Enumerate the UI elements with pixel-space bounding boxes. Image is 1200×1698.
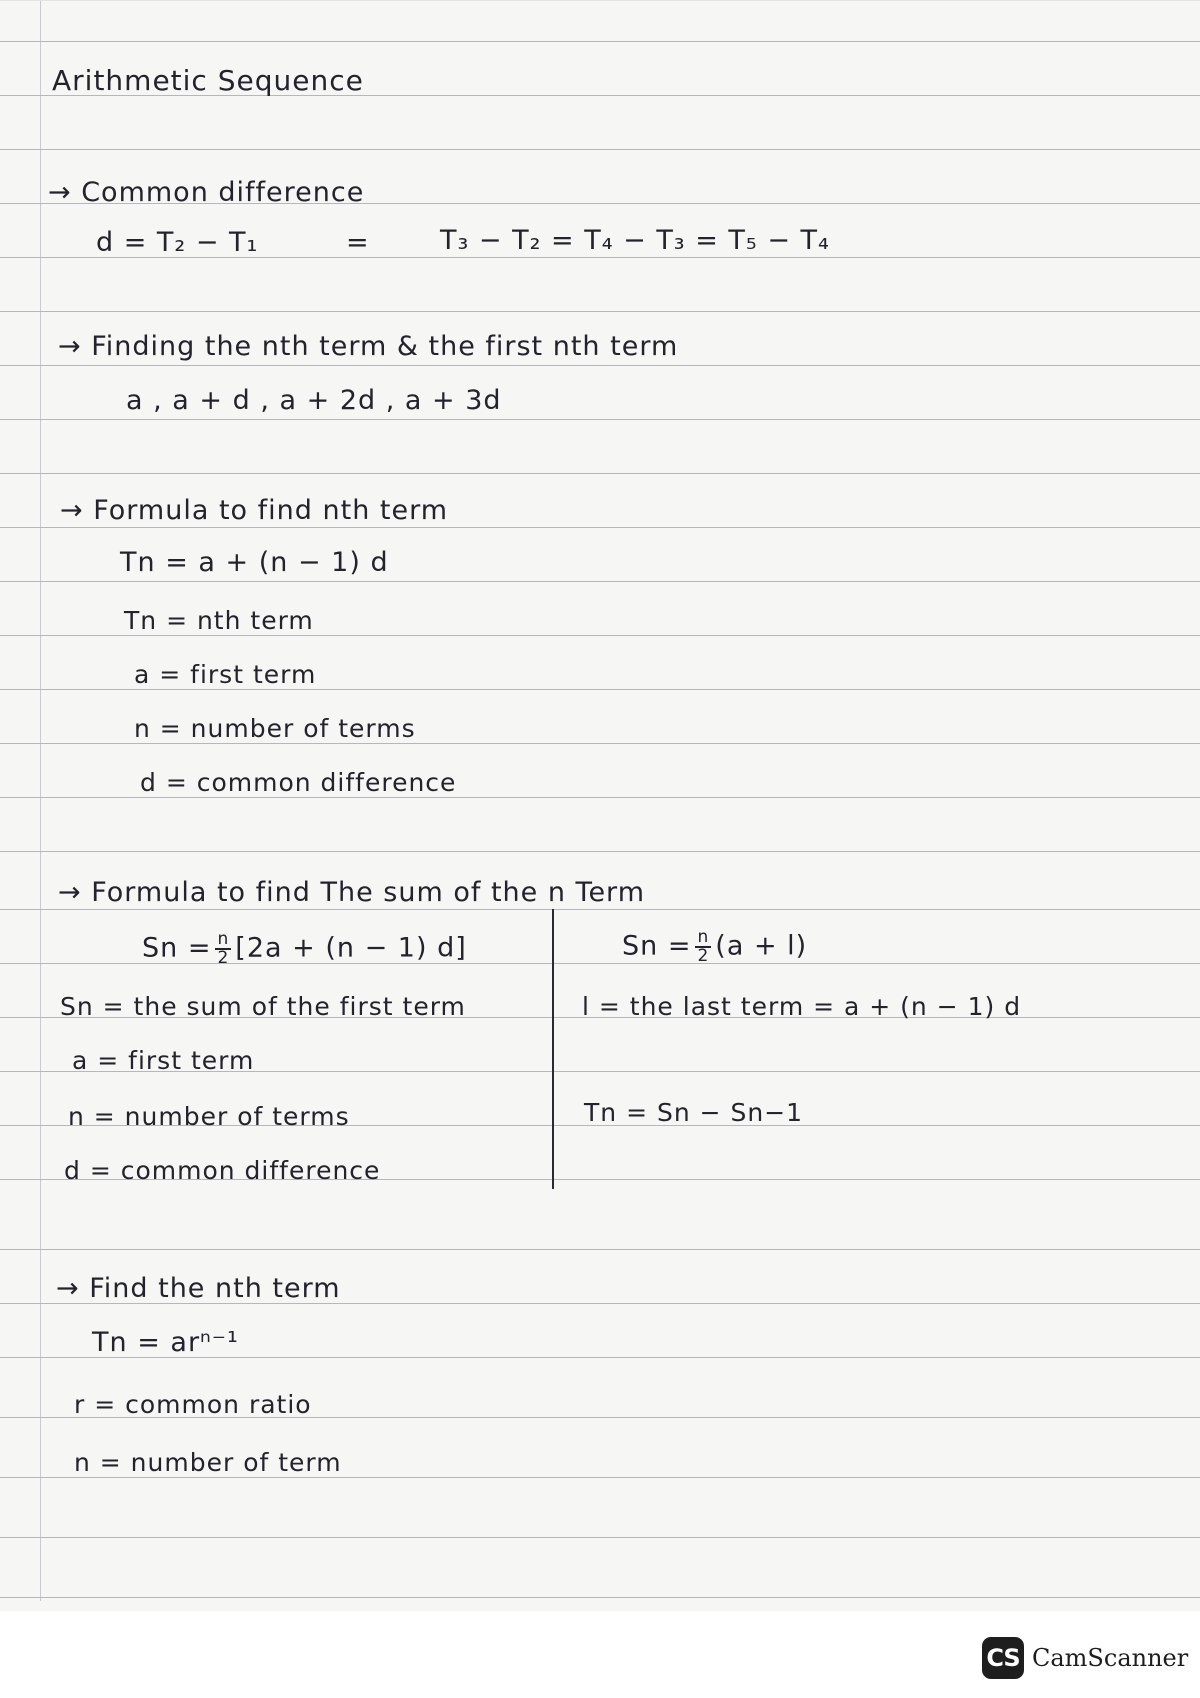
def-tn: Tn = nth term bbox=[124, 606, 314, 635]
fraction-n-over-2 bbox=[695, 929, 711, 965]
def-n-sum: n = number of terms bbox=[68, 1102, 350, 1131]
def-a-sum: a = first term bbox=[72, 1046, 255, 1075]
ruled-line bbox=[0, 1597, 1200, 1598]
sum-heading: → Formula to find The sum of the n Term bbox=[58, 877, 645, 908]
nth-formula-heading: → Formula to find nth term bbox=[60, 495, 449, 526]
ruled-line bbox=[0, 527, 1200, 528]
camscanner-logo-icon: CS bbox=[982, 1637, 1024, 1679]
ruled-line bbox=[0, 909, 1200, 910]
nth-formula: Tn = a + (n − 1) d bbox=[120, 547, 389, 578]
common-difference-formula: d = T₂ − T₁ bbox=[96, 227, 259, 258]
page-title: Arithmetic Sequence bbox=[52, 64, 364, 97]
ruled-line bbox=[0, 311, 1200, 312]
fraction-numerator: n bbox=[215, 931, 231, 950]
ruled-line bbox=[0, 1537, 1200, 1538]
ruled-line bbox=[0, 41, 1200, 42]
fraction-numerator: n bbox=[695, 929, 711, 948]
def-n-geo: n = number of term bbox=[74, 1448, 342, 1477]
ruled-line bbox=[0, 473, 1200, 474]
tn-relation: Tn = Sn − Sn−1 bbox=[584, 1098, 804, 1127]
finding-heading: → Finding the nth term & the first nth term bbox=[58, 331, 679, 362]
def-d-sum: d = common difference bbox=[64, 1156, 381, 1185]
def-d: d = common difference bbox=[140, 768, 457, 797]
sum-formula-left-post: [2a + (n − 1) d] bbox=[235, 932, 467, 964]
ruled-line bbox=[0, 851, 1200, 852]
common-difference-chain: T₃ − T₂ = T₄ − T₃ = T₅ − T₄ bbox=[440, 225, 830, 256]
def-r: r = common ratio bbox=[74, 1390, 312, 1419]
sum-formula-right bbox=[622, 929, 807, 965]
ruled-line bbox=[0, 581, 1200, 582]
ruled-line bbox=[0, 1249, 1200, 1250]
def-a: a = first term bbox=[134, 660, 317, 689]
sequence-terms: a , a + d , a + 2d , a + 3d bbox=[126, 385, 502, 416]
ruled-line bbox=[0, 149, 1200, 150]
sum-formula-right-pre: Sn = bbox=[622, 930, 692, 962]
geometric-formula: Tn = arⁿ⁻¹ bbox=[92, 1327, 239, 1358]
fraction-denominator: 2 bbox=[697, 946, 710, 966]
camscanner-watermark bbox=[982, 1637, 1188, 1679]
column-divider bbox=[552, 909, 554, 1189]
ruled-line bbox=[0, 365, 1200, 366]
sum-formula-right-post: (a + l) bbox=[715, 930, 808, 962]
def-last-term: l = the last term = a + (n − 1) d bbox=[582, 992, 1022, 1021]
def-sn: Sn = the sum of the first term bbox=[60, 992, 466, 1021]
geometric-heading: → Find the nth term bbox=[56, 1273, 341, 1304]
common-difference-heading: → Common difference bbox=[48, 177, 365, 208]
camscanner-name: CamScanner bbox=[1032, 1644, 1189, 1672]
fraction-denominator: 2 bbox=[217, 948, 230, 968]
fraction-n-over-2 bbox=[215, 931, 231, 967]
ruled-line bbox=[0, 419, 1200, 420]
equals-sign: = bbox=[346, 227, 370, 258]
margin-line bbox=[40, 1, 41, 1601]
sum-formula-left-pre: Sn = bbox=[142, 932, 212, 964]
def-n: n = number of terms bbox=[134, 714, 416, 743]
sum-formula-left bbox=[142, 931, 467, 967]
